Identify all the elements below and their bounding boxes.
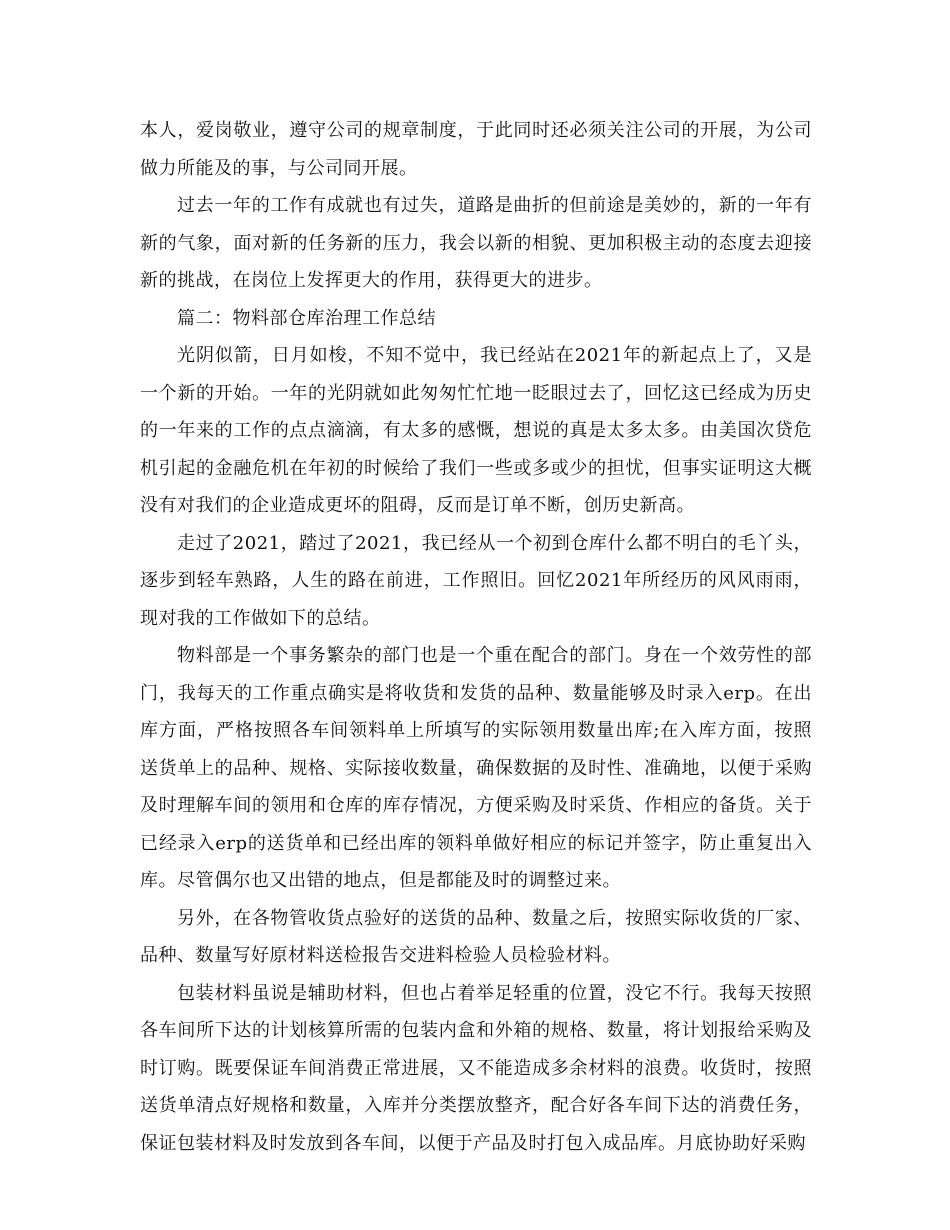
section-heading: 篇二：物料部仓库治理工作总结 [177,307,436,329]
paragraph-intro: 光阴似箭，日月如梭，不知不觉中，我已经站在2021年的新起点上了，又是一个新的开始。一年的光阴就如此匆匆忙忙地一眨眼过去了，回忆这已经成为历史的一年来的工作的点点滴滴，有太多的感慨，想说的真是太多太多。由美国次贷危机引起的金融危机在年初的时候给了我们一些或多或少的担忧，但事实证明这大概没有对我们的企业造成更坏的阻碍，反而是订单不断，创历史新高。 [140,345,812,516]
paragraph-packaging: 包装材料虽说是辅助材料，但也占着举足轻重的位置，没它不行。我每天按照各车间所下达的计划核算所需的包装内盒和外箱的规格、数量，将计划报给采购及时订购。既要保证车间消费正常进展，又不能造成多余材料的浪费。收货时，按照送货单清点好规格和数量，入库并分类摆放整齐，配合好各车间下达的消费任务，保证包装材料及时发放到各车间，以便于产品及时打包入成品库。月底协助好采购 [140,982,812,1154]
paragraph-summary: 过去一年的工作有成就也有过失，道路是曲折的但前途是美妙的，新的一年有新的气象，面对新的任务新的压力，我会以新的相貌、更加积极主动的态度去迎接新的挑战，在岗位上发挥更大的作用，获得更大的进步。 [140,195,812,291]
paragraph-inspection: 另外，在各物管收货点验好的送货的品种、数量之后，按照实际收货的厂家、品种、数量写好原材料送检报告交进料检验人员检验材料。 [140,907,812,966]
paragraph-department: 物料部是一个事务繁杂的部门也是一个重在配合的部门。身在一个效劳性的部门，我每天的工作重点确实是将收货和发货的品种、数量能够及时录入erp。在出库方面，严格按照各车间领料单上所填写的实际领用数量出库;在入库方面，按照送货单上的品种、规格、实际接收数量，确保数据的及时性、准确地，以便于采购及时理解车间的领用和仓库的库存情况，方便采购及时采货、作相应的备货。关于已经录入erp的送货单和已经出库的领料单做好相应的标记并签字，防止重复出入库。尽管偶尔也又出错的地点，但是都能及时的调整过来。 [140,645,812,891]
paragraph-review: 走过了2021，踏过了2021，我已经从一个初到仓库什么都不明白的毛丫头，逐步到轻车熟路，人生的路在前进，工作照旧。回忆2021年所经历的风风雨雨，现对我的工作做如下的总结。 [140,532,812,629]
document-page [140,112,812,1162]
paragraph-continuation: 本人，爱岗敬业，遵守公司的规章制度，于此同时还必须关注公司的开展，为公司做力所能及的事，与公司同开展。 [140,120,812,179]
